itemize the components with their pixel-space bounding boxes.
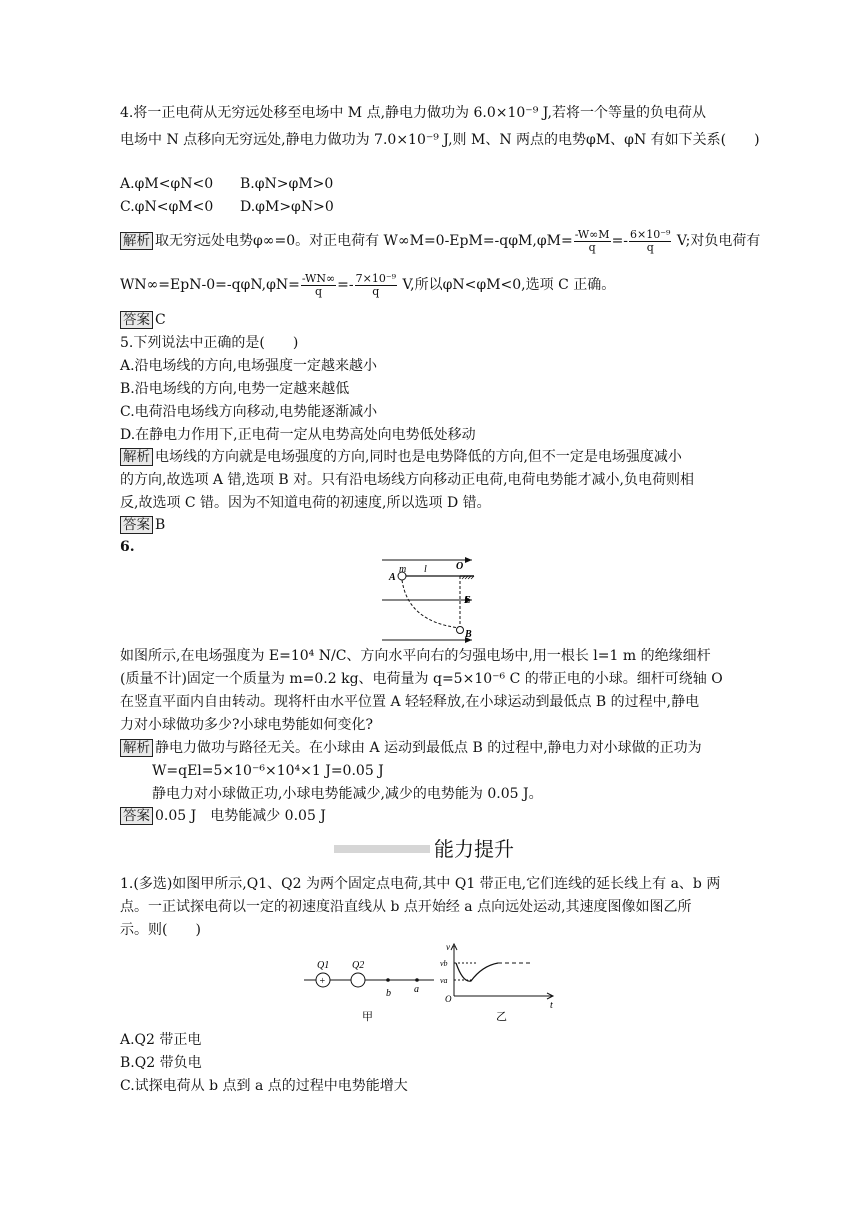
equals: =- [337,277,354,293]
q4-analysis-text: V;对负电荷有 [672,233,761,249]
label-l: l [424,564,427,575]
label-v: v [446,942,450,952]
q6-field-diagram [376,552,486,648]
p1-figures [300,940,560,1026]
q5-option-b: B.沿电场线的方向,电势一定越来越低 [120,381,350,397]
label-jia: 甲 [362,1011,373,1023]
p1-stem-line2: 点。一正试探电荷以一定的初速度沿直线从 b 点开始经 a 点向远处运动,其速度图像如图乙所 [120,899,692,915]
label-vb: vb [440,959,448,968]
fraction: $\frac{\text{7×10⁻⁹}}{q}$ [355,271,397,298]
q4-option-b: B.φN>φM>0 [240,176,334,192]
fraction: $\frac{-WN\infty}{q}$ [301,271,336,298]
charge-q2 [351,973,365,987]
q4-analysis-text: 取无穷远处电势φ∞=0。对正电荷有 W∞M=0-EpM=-qφM,φM= [155,233,573,249]
q5-analysis-text: 电场线的方向就是电场强度的方向,同时也是电势降低的方向,但不一定是电场强度减小 [155,449,682,465]
plus-sign: + [319,976,326,987]
q6-analysis-line3: 静电力对小球做正功,小球电势能减少,减少的电势能为 0.05 J。 [152,786,543,802]
answer-value: C [155,312,166,328]
q5-stem: 5.下列说法中正确的是( ) [120,335,299,351]
label-q2: Q2 [352,960,365,971]
answer-value: B [155,517,166,533]
q6-stem-line3: 在竖直平面内自由转动。现将杆由水平位置 A 轻轻释放,在小球运动到最低点 B 的过程中,静电 [120,694,700,710]
velocity-curve [456,963,498,981]
label-t: t [550,1000,553,1011]
label-b: b [386,988,391,999]
label-m: m [399,564,407,575]
p1-stem-line3: 示。则( ) [120,922,201,938]
q4-option-c: C.φN<φM<0 [120,199,214,215]
q6-stem-line4: 力对小球做功多少?小球电势能如何变化? [120,717,374,733]
q4-option-a: A.φM<φN<0 [120,176,214,192]
label-b: B [465,629,472,640]
q5-analysis-line2: 的方向,故选项 A 错,选项 B 对。只有沿电场线方向移动正电荷,电荷电势能才减小,负电荷则相 [120,472,694,488]
q4-answer [120,310,166,330]
p1-option-c: C.试探电荷从 b 点到 a 点的过程中电势能增大 [120,1078,408,1094]
q6-stem-line1: 如图所示,在电场强度为 E=10⁴ N/C、方向水平向右的匀强电场中,用一根长 l=1 m 的绝缘细杆 [120,648,711,664]
label-q1: Q1 [317,960,330,971]
q6-stem-line2: (质量不计)固定一个质量为 m=0.2 kg、电荷量为 q=5×10⁻⁶ C 的带正电的小球。细杆可绕轴 O [120,671,723,687]
answer-value: 0.05 J 电势能减少 0.05 J [155,808,326,824]
equals: =- [611,233,629,249]
q6-analysis-line1 [120,738,702,758]
q6-number: 6. [120,539,135,555]
p1-stem-line1: 1.(多选)如图甲所示,Q1、Q2 为两个固定点电荷,其中 Q1 带正电,它们连线的延长线上有 a、b 两 [120,876,721,892]
q4-option-d: D.φM>φN>0 [240,199,334,215]
label-va: va [440,976,448,985]
label-o: O [456,561,464,572]
q4-analysis-line1 [120,228,760,254]
q5-analysis-line3: 反,故选项 C 错。因为不知道电荷的初速度,所以选项 D 错。 [120,495,491,511]
q6-answer [120,806,326,826]
q5-analysis-line1 [120,447,682,467]
p1-option-b: B.Q2 带负电 [120,1055,202,1071]
q5-option-d: D.在静电力作用下,正电荷一定从电势高处向电势低处移动 [120,427,476,443]
label-a: a [414,984,419,995]
section-title: 能力提升 [434,837,514,861]
q6-analysis-line2: W=qEl=5×10⁻⁶×10⁴×1 J=0.05 J [152,763,384,779]
analysis-tag: 解析 [120,232,153,250]
label-e: E [464,595,471,606]
label-a: A [389,572,396,583]
q4-stem-line2: 电场中 N 点移向无穷远处,静电力做功为 7.0×10⁻⁹ J,则 M、N 两点的电势φM、φN 有如下关系( ) [120,132,760,148]
q5-answer [120,515,165,535]
answer-tag: 答案 [120,807,153,825]
label-yi: 乙 [496,1011,507,1023]
analysis-tag: 解析 [120,739,153,757]
arc-path [402,580,460,628]
q5-option-c: C.电荷沿电场线方向移动,电势能逐渐减小 [120,404,378,420]
answer-tag: 答案 [120,311,153,329]
p1-option-a: A.Q2 带正电 [120,1032,202,1048]
q4-analysis-text: WN∞=EpN-0=-qφN,φN= [120,277,300,293]
fraction: $\frac{\text{6×10⁻⁹}}{q}$ [630,227,671,254]
answer-tag: 答案 [120,516,153,534]
q4-analysis-line2 [120,272,615,298]
point-b [386,978,390,982]
q6-analysis-text: 静电力做功与路径无关。在小球由 A 运动到最低点 B 的过程中,静电力对小球做的正功为 [155,740,702,756]
ball-b [457,627,464,634]
q5-option-a: A.沿电场线的方向,电场强度一定越来越小 [120,358,378,374]
analysis-tag: 解析 [120,448,153,466]
label-o: O [445,994,452,1004]
point-a [415,978,419,982]
section-title-bar [334,845,430,853]
q4-stem-line1: 4.将一正电荷从无穷远处移至电场中 M 点,静电力做功为 6.0×10⁻⁹ J,若将一个等量的负电荷从 [120,105,706,121]
fraction: $\frac{-W\infty M}{q}$ [574,227,610,254]
q4-analysis-text: V,所以φN<φM<0,选项 C 正确。 [398,277,616,293]
